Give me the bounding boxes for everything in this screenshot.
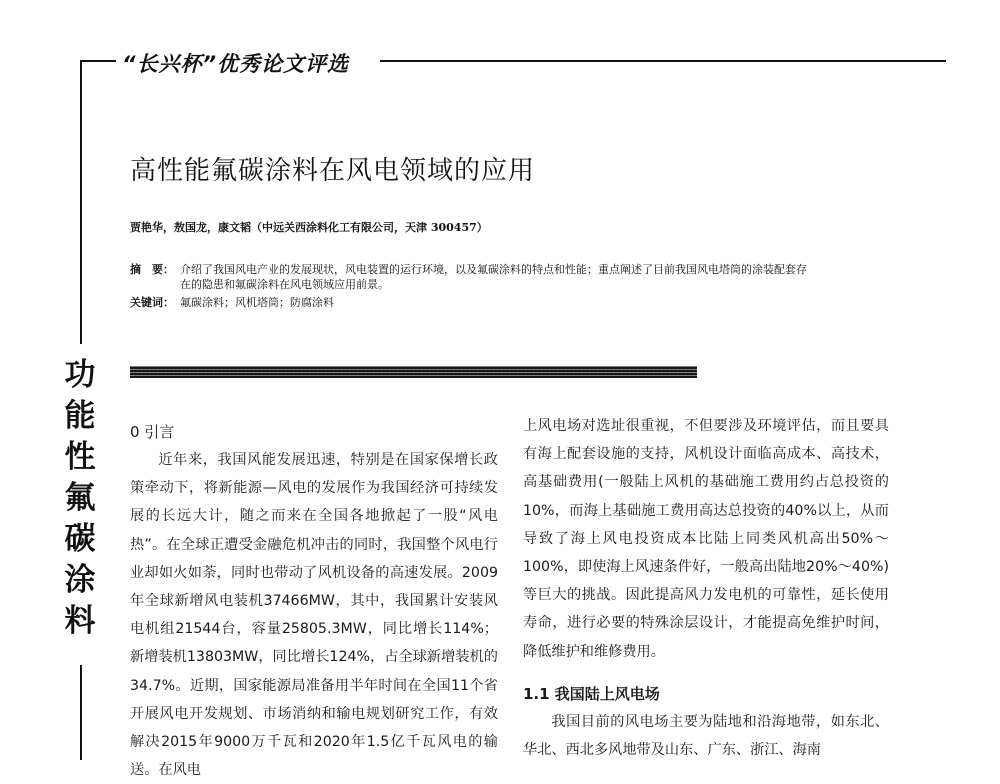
abstract-row [130, 262, 850, 292]
side-label-char: 涂 [64, 562, 96, 598]
keywords-label: 关键词： [130, 296, 174, 309]
paragraph: 我国目前的风电场主要为陆地和沿海地带，如东北、华北、西北多风地带及山东、广东、浙江、海南 [523, 713, 889, 759]
side-label-char: 性 [64, 439, 96, 475]
section-heading-onshore-wind: 1.1 我国陆上风电场 [523, 684, 660, 703]
keywords-row [130, 295, 850, 310]
side-label-char: 能 [64, 398, 96, 434]
abstract-text: 介绍了我国风电产业的发展现状，风电装置的运行环境，以及氟碳涂料的特点和性能；重点阐述了目前我国风电塔筒的涂装配套存在的隐患和氟碳涂料在风电领域应用前景。 [180, 263, 807, 291]
abstract-block [130, 262, 850, 310]
frame-left-line-bottom [80, 665, 82, 760]
paragraph: 近年来，我国风能发展迅速，特别是在国家保增长政策牵动下，将新能源—风电的发展作为我国经济可持续发展的长远大计，随之而来在全国各地掀起了一股“风电热”。在全球正遭受金融危机冲击的同时，我国整个风电行业却如火如荼，同时也带动了风机设备的高速发展。2009年全球新增风电装机37466MW，其中，我国累计安装风电机组21544台，容量25805.3MW，同比增长114%；新增装机13803MW，同比增长124%，占全球新增装机的34.7%。近期，国家能源局准备用半年时间在全国11个省开展风电开发规划、市场消纳和输电规划研究工作，有效解决2015年9000万千瓦和2020年1.5亿千瓦风电的输送。在风电 [130, 452, 498, 779]
frame-top-left-stub [80, 60, 120, 62]
abstract-label: 摘 要： [130, 263, 174, 276]
column-title: “长兴杯”优秀论文评选 [116, 48, 355, 78]
side-section-label [60, 355, 100, 642]
keywords-text: 氟碳涂料；风机塔筒；防腐涂料 [180, 296, 334, 309]
side-label-char: 功 [64, 357, 96, 393]
article-authors: 贾艳华，敖国龙，康文韬（中远关西涂料化工有限公司，天津 300457） [130, 221, 488, 234]
side-label-char: 碳 [64, 521, 96, 557]
header-rule [380, 60, 946, 62]
article-title: 高性能氟碳涂料在风电领域的应用 [130, 156, 536, 186]
body-left-column [130, 418, 498, 784]
paragraph: 上风电场对选址很重视，不但要涉及环境评估，而且要具有海上配套设施的支持，风机设计面临高成本、高技术，高基础费用(一般陆上风机的基础施工费用约占总投资的10%，而海上基础施工费用高达总投资的40%以上，从而导致了海上风电投资成本比陆上同类风机高出50%～100%，即使海上风速条件好，一般高出陆地20%～40%)等巨大的挑战。因此提高风力发电机的可靠性，延长使用寿命，进行必要的特殊涂层设计，才能提高免维护时间，降低维护和维修费用。 [523, 418, 889, 660]
frame-left-line-top [80, 60, 82, 344]
side-label-char: 氟 [64, 480, 96, 516]
section-heading-introduction: 0 引言 [130, 423, 175, 441]
body-right-column [523, 412, 889, 764]
halftone-divider [130, 366, 697, 378]
side-label-char: 料 [64, 603, 96, 639]
section-spacer [523, 666, 889, 680]
